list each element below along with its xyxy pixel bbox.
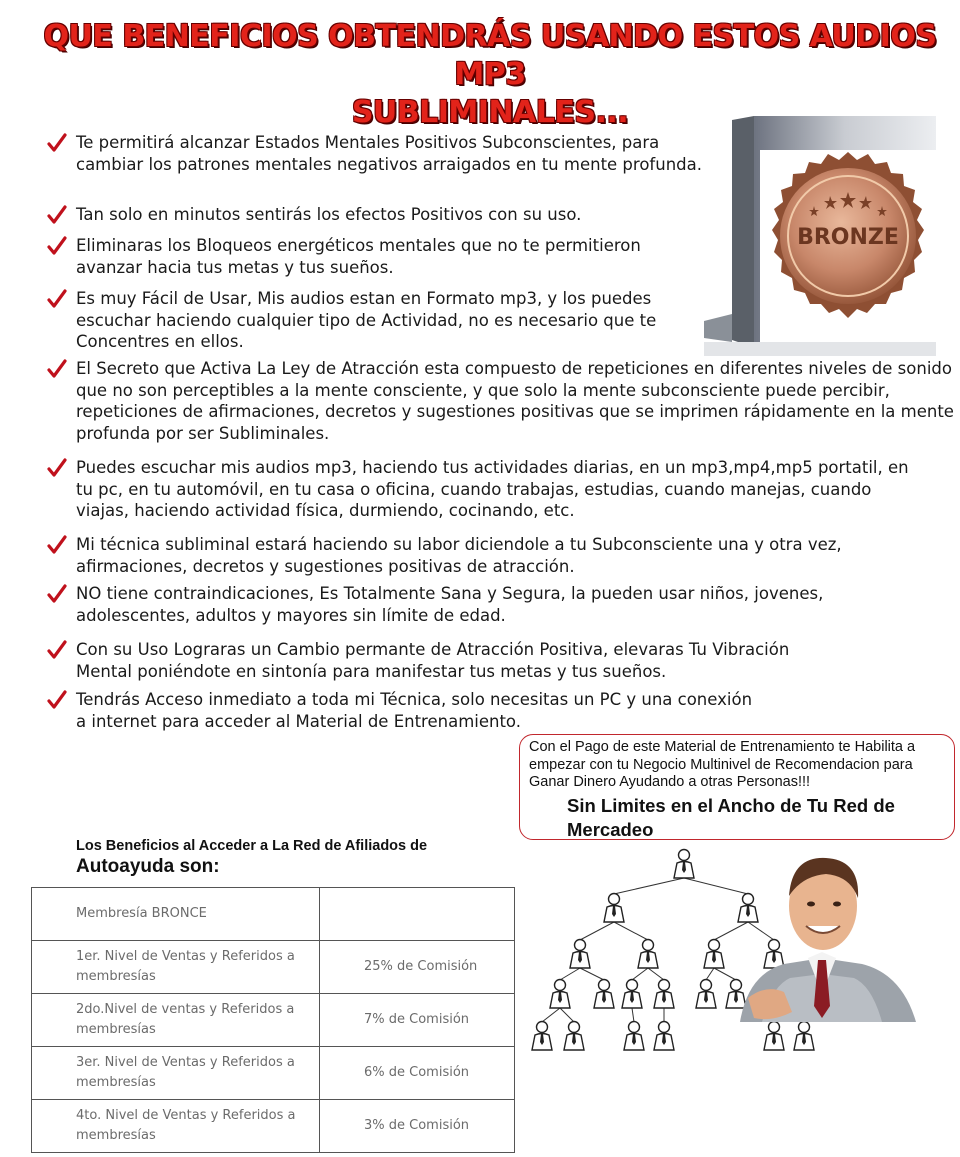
person-icon	[764, 940, 784, 969]
benefit-text: Te permitirá alcanzar Estados Mentales Positivos Subconscientes, para cambiar los patrones mentales negativos arraigados en tu mente profunda.	[76, 133, 702, 174]
benefit-item-6	[46, 457, 916, 522]
check-icon	[46, 204, 68, 226]
level-cell: 3er. Nivel de Ventas y Referidos a membresías	[32, 1047, 320, 1100]
person-icon	[654, 1022, 674, 1051]
table-row	[32, 1047, 515, 1100]
person-icon	[532, 1022, 552, 1051]
benefit-item-10	[46, 689, 766, 732]
check-icon	[46, 235, 68, 257]
benefit-text: Es muy Fácil de Usar, Mis audios estan en Formato mp3, y los puedes escuchar haciendo cualquier tipo de Actividad, no es necesario que te Concentres en ellos.	[76, 289, 657, 351]
person-icon	[594, 980, 614, 1009]
benefit-text: Tendrás Acceso inmediato a toda mi Técnica, solo necesitas un PC y una conexión a internet para acceder al Material de Entrenamiento.	[76, 690, 753, 731]
table-row	[32, 941, 515, 994]
person-icon	[794, 1022, 814, 1051]
commission-cell: 6% de Comisión	[320, 1047, 515, 1100]
check-icon	[46, 132, 68, 154]
person-icon	[696, 980, 716, 1009]
person-icon	[624, 1022, 644, 1051]
commission-table	[31, 887, 515, 1153]
benefit-text: Con su Uso Lograras un Cambio permante de Atracción Positiva, elevaras Tu Vibración Mental poniéndote en sintonía para manifestar tus metas y tus sueños.	[76, 640, 790, 681]
check-icon	[46, 288, 68, 310]
check-icon	[46, 639, 68, 661]
level-cell: 1er. Nivel de Ventas y Referidos a membresías	[32, 941, 320, 994]
person-icon	[564, 1022, 584, 1051]
check-icon	[46, 689, 68, 711]
benefit-text: NO tiene contraindicaciones, Es Totalmente Sana y Segura, la pueden usar niños, jovenes, adolescentes, adultos y mayores sin límite de edad.	[76, 584, 824, 625]
person-icon	[738, 894, 758, 923]
commission-cell	[320, 888, 515, 941]
headline-line-1: QUE BENEFICIOS OBTENDRÁS USANDO ESTOS AUDIOS MP3	[43, 19, 937, 92]
person-icon	[622, 980, 642, 1009]
check-icon	[46, 358, 68, 380]
person-icon	[604, 894, 624, 923]
benefit-text: Eliminaras los Bloqueos energéticos mentales que no te permitieron avanzar hacia tus metas y tus sueños.	[76, 236, 641, 277]
benefit-item-8	[46, 583, 856, 626]
check-icon	[46, 534, 68, 556]
table-row	[32, 888, 515, 941]
check-icon	[46, 457, 68, 479]
benefit-text: Puedes escuchar mis audios mp3, haciendo tus actividades diarias, en un mp3,mp4,mp5 portatil, en tu pc, en tu automóvil, en tu casa o oficina, cuando trabajas, estudias, cuando manejas, cuando viajas, haciendo actividad física, durmiendo, cocinando, etc.	[76, 458, 909, 520]
person-icon	[654, 980, 674, 1009]
check-icon	[46, 583, 68, 605]
businessman-illustration	[740, 858, 916, 1022]
callout-highlight: Sin Limites en el Ancho de Tu Red de Mercadeo	[567, 794, 895, 840]
commission-cell: 3% de Comisión	[320, 1100, 515, 1153]
affiliate-intro-line-2: Autoayuda son:	[76, 856, 220, 877]
level-cell: 4to. Nivel de Ventas y Referidos a membresías	[32, 1100, 320, 1153]
person-icon	[674, 850, 694, 879]
benefit-item-2	[46, 204, 686, 226]
benefit-item-5	[46, 358, 954, 444]
affiliate-intro-line-1: Los Beneficios al Acceder a La Red de Afiliados de	[76, 838, 428, 854]
level-cell: Membresía BRONCE	[32, 888, 320, 941]
person-icon	[638, 940, 658, 969]
benefit-item-9	[46, 639, 836, 682]
commission-cell: 25% de Comisión	[320, 941, 515, 994]
table-row	[32, 994, 515, 1047]
callout-text: Con el Pago de este Material de Entrenamiento te Habilita a empezar con tu Negocio Multinivel de Recomendacion para Ganar Dinero Ayudando a otras Personas!!!	[529, 739, 916, 790]
benefit-item-3	[46, 235, 646, 278]
person-icon	[704, 940, 724, 969]
person-icon	[726, 980, 746, 1009]
bronze-badge-label: BRONZE	[797, 225, 899, 250]
network-tree-illustration	[522, 846, 922, 1068]
benefit-text: Tan solo en minutos sentirás los efectos Positivos con su uso.	[76, 205, 582, 224]
person-icon	[764, 1022, 784, 1051]
headline-line-2: SUBLIMINALES...	[351, 95, 629, 130]
level-cell: 2do.Nivel de ventas y Referidos a membresías	[32, 994, 320, 1047]
person-icon	[550, 980, 570, 1009]
commission-cell: 7% de Comisión	[320, 994, 515, 1047]
benefit-text: El Secreto que Activa La Ley de Atracción esta compuesto de repeticiones en diferentes niveles de sonido que no son perceptibles a la mente consciente, y que solo la mente subconsciente puede percibir, repeticiones de afirmaciones, decretos y sugestiones positivas que se imprimen rápidamente en la mente profunda por ser Subliminales.	[76, 359, 954, 443]
page-headline	[40, 18, 940, 132]
affiliate-intro	[76, 837, 427, 879]
benefit-item-1	[46, 132, 706, 175]
person-icon	[570, 940, 590, 969]
benefit-item-7	[46, 534, 856, 577]
benefit-item-4	[46, 288, 666, 353]
bronze-medal-icon	[760, 150, 936, 320]
multilevel-callout	[519, 734, 955, 840]
benefit-text: Mi técnica subliminal estará haciendo su labor diciendole a tu Subconsciente una y otra vez, afirmaciones, decretos y sugestiones positivas de atracción.	[76, 535, 842, 576]
table-row	[32, 1100, 515, 1153]
